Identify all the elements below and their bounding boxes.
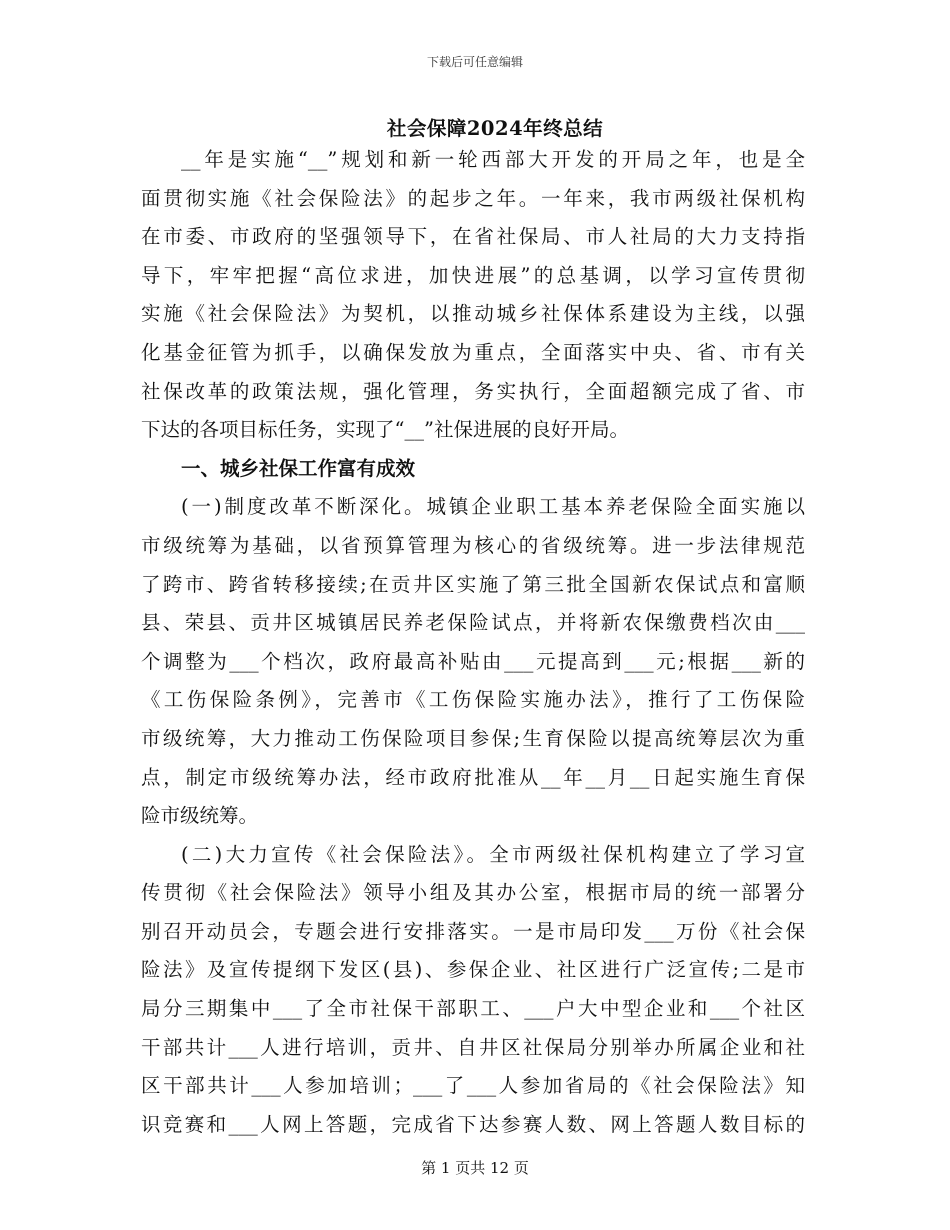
text-line: __年是实施“__”规划和新一轮西部大开发的开局之年，也是全 bbox=[181, 148, 805, 171]
text-line: 市级统筹，大力推动工伤保险项目参保;生育保险以提高统筹层次为重 bbox=[141, 726, 805, 750]
text-line: 局分三期集中___了全市社保干部职工、___户大中型企业和___个社区 bbox=[141, 997, 805, 1021]
text-line: 《工伤保险条例》，完善市《工伤保险实施办法》，推行了工伤保险 bbox=[141, 688, 805, 712]
text-line: 下达的各项目标任务，实现了“__”社保进展的良好开局。 bbox=[141, 418, 629, 442]
text-line: 一、城乡社保工作富有成效 bbox=[181, 456, 416, 480]
text-line: 市级统筹为基础，以省预算管理为核心的省级统筹。进一步法律规范 bbox=[141, 533, 805, 557]
text-line: 点，制定市级统筹办法，经市政府批准从__年__月__日起实施生育保 bbox=[141, 765, 805, 789]
text-line: 个调整为___个档次，政府最高补贴由___元提高到___元;根据___新的 bbox=[141, 649, 805, 673]
text-line: 传贯彻《社会保险法》领导小组及其办公室，根据市局的统一部署分 bbox=[141, 881, 805, 905]
text-line: 识竞赛和___人网上答题，完成省下达参赛人数、网上答题人数目标的 bbox=[141, 1112, 805, 1136]
paragraph bbox=[141, 488, 805, 835]
text-line: 了跨市、跨省转移接续;在贡井区实施了第三批全国新农保试点和富顺 bbox=[141, 572, 805, 596]
text-line: (二)大力宣传《社会保险法》。全市两级社保机构建立了学习宣 bbox=[181, 842, 805, 866]
page-header-note: 下载后可任意编辑 bbox=[426, 55, 523, 69]
text-line: 别召开动员会，专题会进行安排落实。一是市局印发___万份《社会保 bbox=[141, 919, 805, 943]
paragraph bbox=[141, 836, 805, 1145]
text-line: 区干部共计___人参加培训；___了___人参加省局的《社会保险法》知 bbox=[141, 1074, 805, 1098]
text-line: 在市委、市政府的坚强领导下，在省社保局、市人社局的大力支持指 bbox=[141, 225, 805, 249]
section-heading bbox=[141, 450, 805, 489]
text-line: 导下，牢牢把握“高位求进，加快进展”的总基调，以学习宣传贯彻 bbox=[141, 263, 805, 287]
text-line: 险市级统筹。 bbox=[141, 804, 259, 828]
text-line: 面贯彻实施《社会保险法》的起步之年。一年来，我市两级社保机构 bbox=[141, 186, 805, 210]
document-title: 社会保障2024年终总结 bbox=[386, 117, 604, 140]
paragraph bbox=[141, 141, 805, 450]
document-body bbox=[141, 141, 805, 1144]
text-line: 险法》及宣传提纲下发区(县)、参保企业、社区进行广泛宣传;二是市 bbox=[141, 958, 805, 982]
text-line: 县、荣县、贡井区城镇居民养老保险试点，并将新农保缴费档次由___ bbox=[141, 611, 805, 635]
text-line: 实施《社会保险法》为契机，以推动城乡社保体系建设为主线，以强 bbox=[141, 302, 805, 326]
page-footer: 第 1 页共 12 页 bbox=[421, 1159, 529, 1177]
text-line: (一)制度改革不断深化。城镇企业职工基本养老保险全面实施以 bbox=[181, 495, 805, 519]
text-line: 社保改革的政策法规，强化管理，务实执行，全面超额完成了省、市 bbox=[141, 379, 805, 403]
text-line: 干部共计___人进行培训，贡井、自井区社保局分别举办所属企业和社 bbox=[141, 1035, 805, 1059]
text-line: 化基金征管为抓手，以确保发放为重点，全面落实中央、省、市有关 bbox=[141, 340, 805, 364]
